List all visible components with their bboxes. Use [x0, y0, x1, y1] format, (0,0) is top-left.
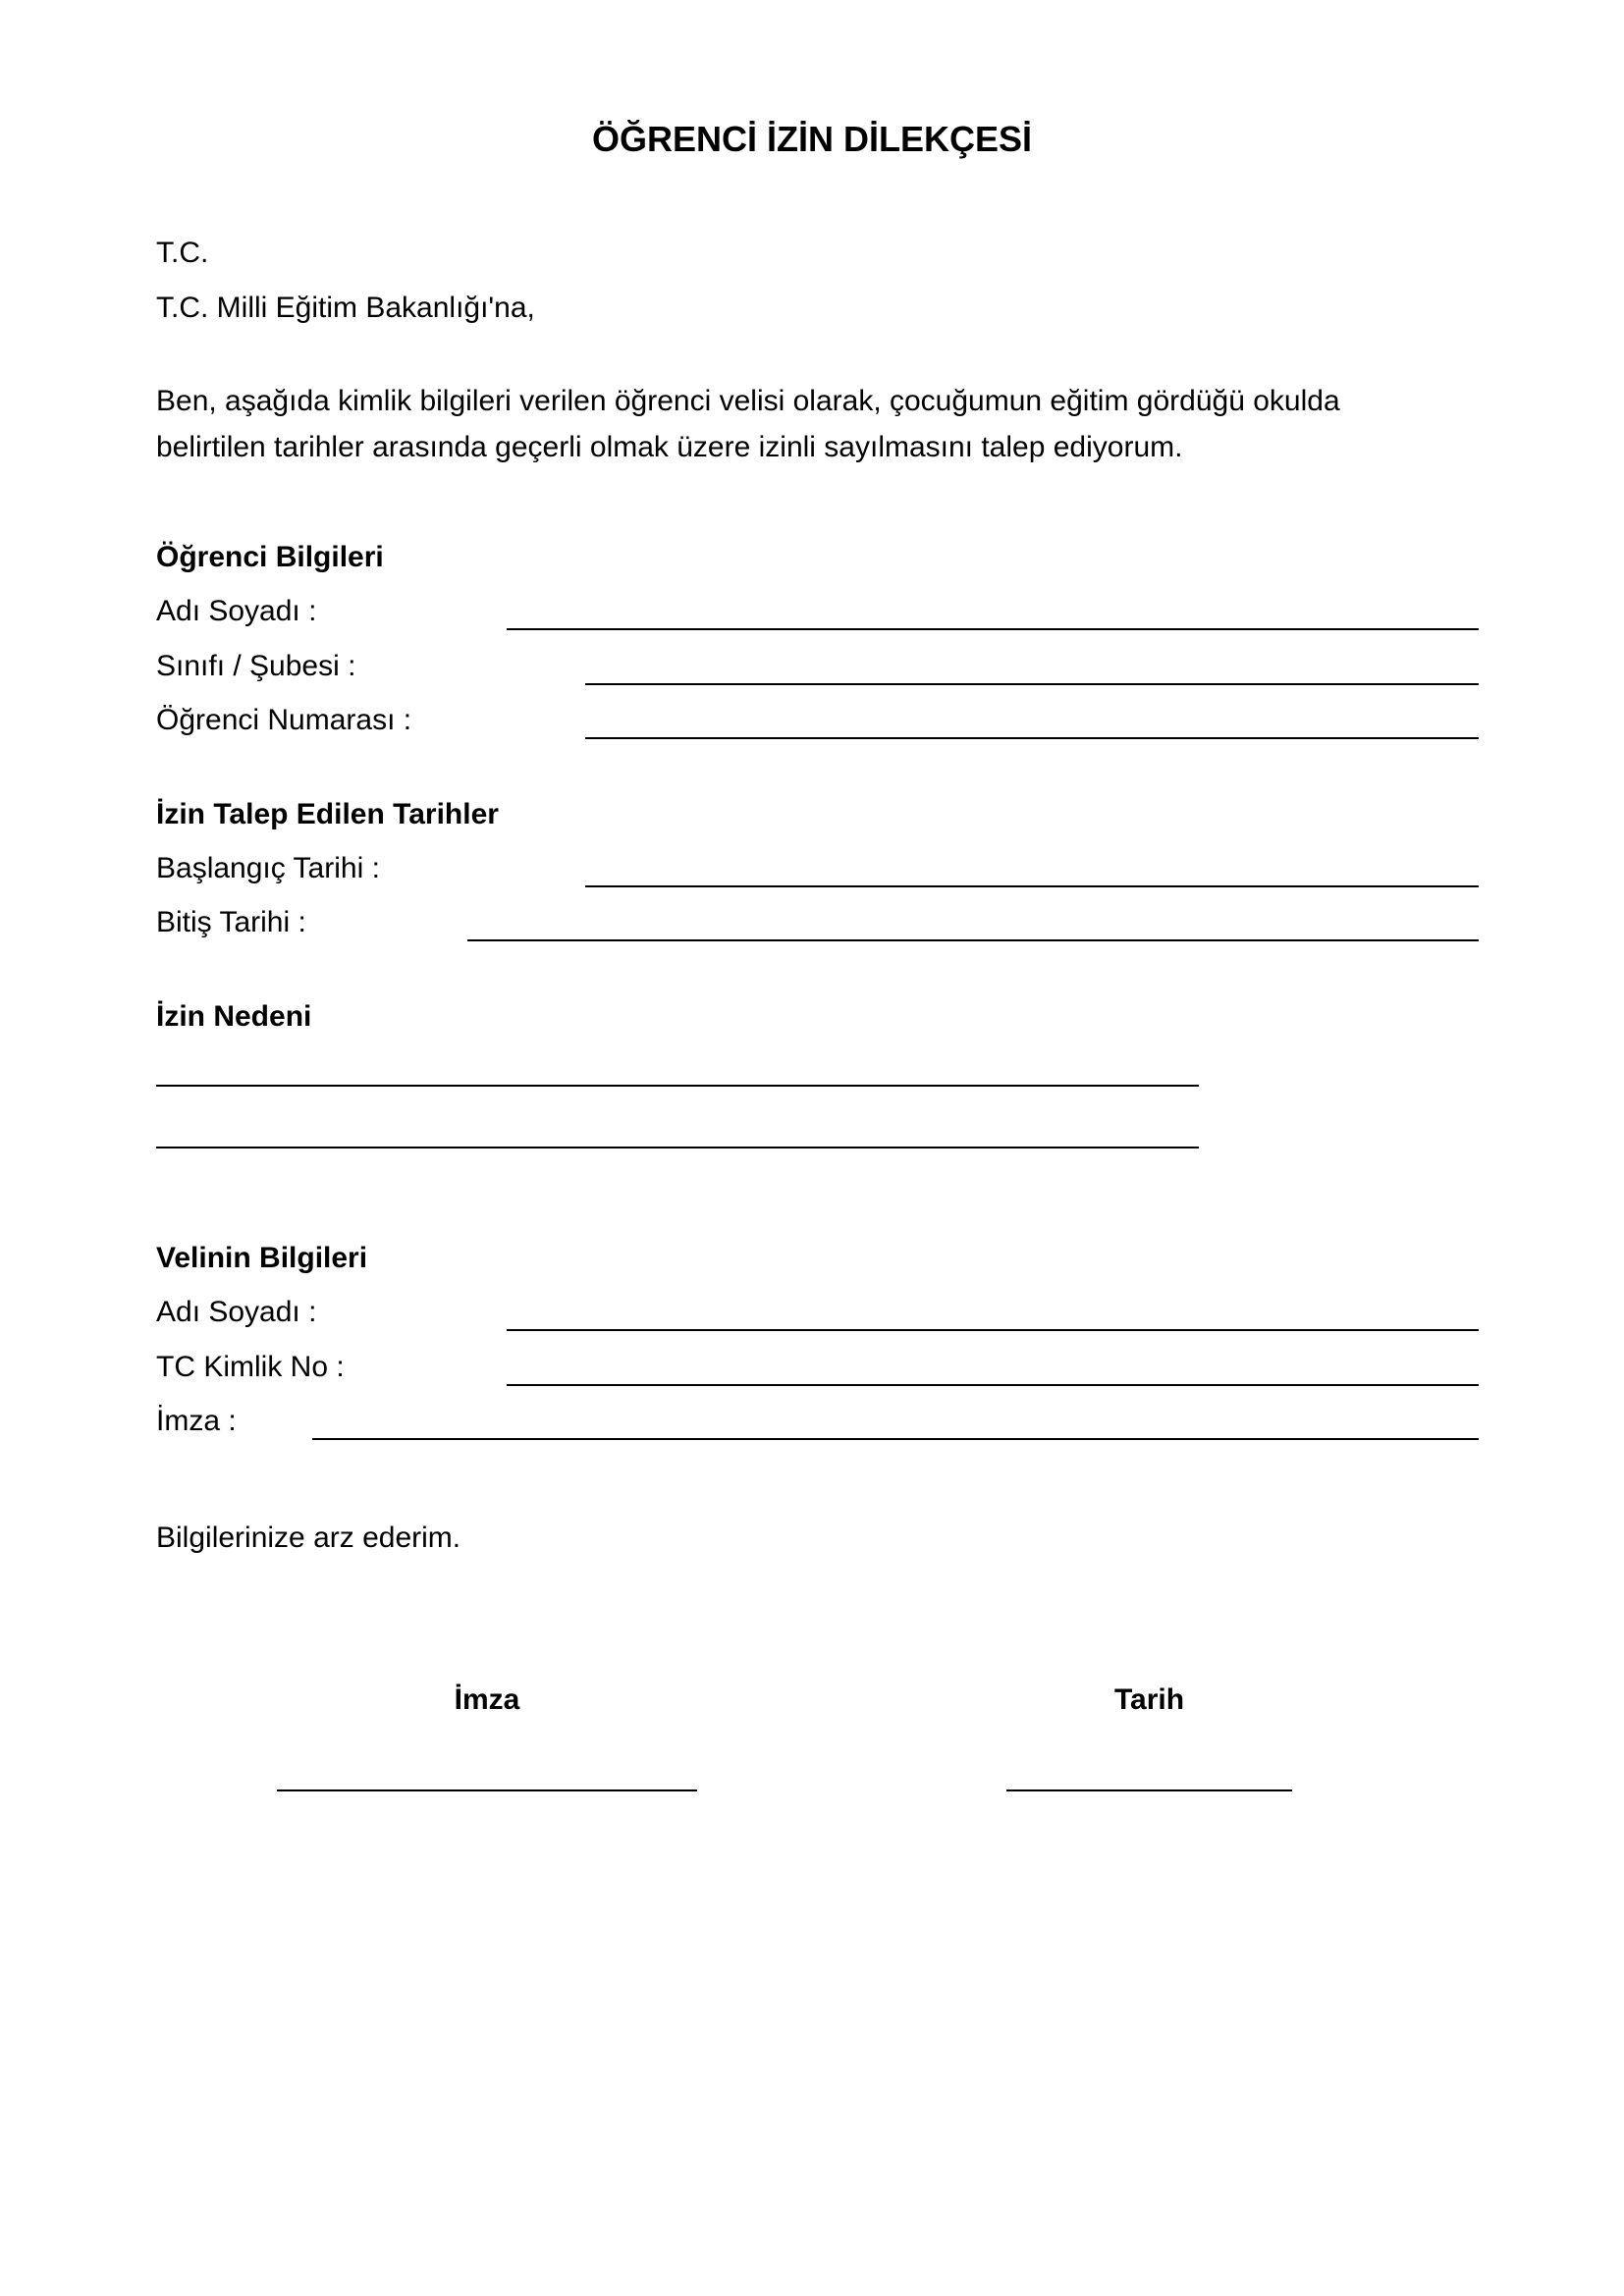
student-name-line[interactable]: [507, 628, 1479, 630]
parent-name-line[interactable]: [507, 1329, 1479, 1331]
parent-info-heading: Velinin Bilgileri: [156, 1242, 368, 1274]
student-class-label: Sınıfı / Şubesi :: [156, 650, 356, 682]
student-number-line[interactable]: [585, 737, 1479, 739]
student-info-heading: Öğrenci Bilgileri: [156, 541, 384, 573]
recipient-line-1: T.C.: [156, 237, 209, 269]
parent-tc-label: TC Kimlik No :: [156, 1351, 345, 1383]
start-date-label: Başlangıç Tarihi :: [156, 852, 380, 884]
end-date-line[interactable]: [467, 939, 1479, 941]
end-date-label: Bitiş Tarihi :: [156, 906, 306, 938]
parent-signature-label: İmza :: [156, 1405, 237, 1437]
document-title: ÖĞRENCİ İZİN DİLEKÇESİ: [591, 119, 1033, 159]
recipient-line-2: T.C. Milli Eğitim Bakanlığı'na,: [156, 292, 535, 324]
student-name-label: Adı Soyadı :: [156, 595, 317, 627]
student-number-label: Öğrenci Numarası :: [156, 704, 412, 736]
reason-line-1[interactable]: [156, 1085, 1199, 1087]
footer-date-line[interactable]: [1006, 1789, 1292, 1791]
reason-heading: İzin Nedeni: [156, 1000, 312, 1033]
intro-line-2: belirtilen tarihler arasında geçerli olmak üzere izinli sayılmasını talep ediyorum.: [156, 431, 1183, 463]
footer-signature-heading: İmza: [454, 1683, 520, 1716]
parent-name-label: Adı Soyadı :: [156, 1296, 317, 1328]
dates-heading: İzin Talep Edilen Tarihler: [156, 798, 499, 830]
footer-date-heading: Tarih: [1113, 1683, 1185, 1716]
reason-line-2[interactable]: [156, 1147, 1199, 1148]
footer-signature-line[interactable]: [277, 1789, 697, 1791]
intro-line-1: Ben, aşağıda kimlik bilgileri verilen öğrenci velisi olarak, çocuğumun eğitim gördüğü okulda: [156, 385, 1340, 417]
parent-signature-line[interactable]: [312, 1438, 1479, 1440]
student-class-line[interactable]: [585, 683, 1479, 685]
start-date-line[interactable]: [585, 885, 1479, 887]
parent-tc-line[interactable]: [507, 1384, 1479, 1386]
closing-text: Bilgilerinize arz ederim.: [156, 1522, 461, 1554]
